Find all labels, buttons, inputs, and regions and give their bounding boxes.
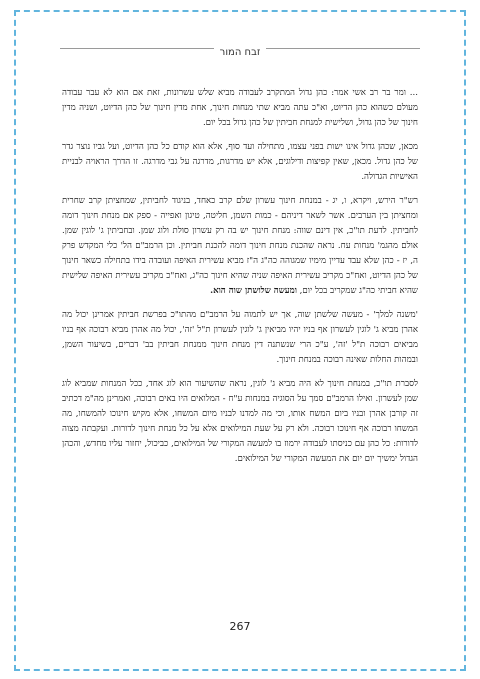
page-header [60, 40, 420, 59]
paragraph-5: לסברת תו"כ, במנחת חינוך לא היה מביא ג' לוגין, נראה שהשיעור הוא לוג אחד, ככל המנחות שמביא לוג שמן לעשרון. ואילו הרמב"ם סמך על הסוגיה במנחות ע"ח - המלואים היו באים רבוכה, ואמרינן מה"מ דכתיב זה קורבן אהרן ובניו ביום המשח אותו, וכי מה למדנו לבניו מיום המשחו, אלא מקיש חינוכו להמשחו, מה המשחו רבוכה אף חינוכו רבוכה. ולא רק על שעת המילואים אלא על כל מנחת חינוך לדורות. ועקבתה מצוה לדורות: כל כהן עם כניסתו לעבודה ירמוז בו למעשה המקורי של המילואים, כביכול, יחזור עליו מחדש, והכהן הגדול ימשיך יום יום את המעשה המקורי של המילואים. [62, 379, 418, 464]
paragraph-3 [62, 194, 418, 299]
paragraph-2: מכאן, שכהן גדול אינו ישות בפני עצמו, מתחילה ועד סוף, אלא הוא קודם כל כהן הדיוט, ועל גביו נוצר גדר של כהן גדול. מכאן, שאין קפיצות ודילוגים, אלא יש מדרגות, מדרגה על גבי מדרגה. זו הדרך הראויה לבניית האישיות הגדולה. [62, 142, 418, 182]
paragraph-3-bold-conclusion: ומעשה שלושתן שוה הוא. [210, 286, 297, 296]
paragraph-4: 'משנה למלך' - מעשה שלשתן שוה, אך יש לתמוה על הרמב"ם מהתו"כ בפרשת חביתין אמרינן יכול מה אהרן מביא ג' לוגין לעשרון אף בניו יהיו מביאין ג' לוגין לעשרון ת"ל 'זה', יכול מה אהרן מביא רבוכה אף בניו מביאים רבוכה ת"ל 'זה', ע"כ הרי שנשתנה דין מנחת חינוך ממנחת חביתין בב' דברים, בשיעור השמן, ובמהות החלות שאינה רבוכה במנחת חינוך. [62, 310, 418, 365]
paragraph-3-text: רש"ר הירש, ויקרא, ו, יג - במנחת חינוך עשרון שלם קרב כאחד, בניגוד לחביתין, שמחציתן קרב שחרית ומחציתן בין הערבים. אשר לשאר דיניהם - כמות השמן, חליטה, טיגון ואפייה - ספק אם מנחת חינוך דומה לחביתין. לדעת תו"כ, אין דינם שווה: מנחת חינוך יש בה רק עשרון סולת ולוג שמן. ובחביתין ג' לוגין שמן. אולם מהגמ' מנחות עח. נראה שהכנת מנחת חינוך דומה להכנת חביתין. וכן הרמב"ם הל' כלי המקדש פרק ה, יז - כהן שלא עבד עדיין מימיו שמגוהה כה"ג ה"ז מביא עשירית האיפה ועובדה בידו בתחילה כשאר חינוך של כהן הדיוט, ואח"כ מקריב עשירית האיפה שניה שהיא חינוך כה"ג, ואח"כ מקריב עשירית האיפה שלישית שהיא חביתי כה"ג שמקריב בכל יום, [62, 196, 418, 296]
running-header-title: זבח המור [214, 47, 267, 58]
page-number: 267 [229, 620, 251, 633]
paragraph-1: ... ומר בר רב אשי אמר: כהן גדול המתקרב לעבודה מביא שלש עשרונות, זאת אם הוא לא עבר עבודה מעולם כשהוא כהן הדיוט, וא"כ עתה מביא שתי מנחות חינוך, אחת מדין חינוך של כהן הדיוט, ושניה מדין חינוך של כהן גדול, ושלישית למנחת חביתין של כהן גדול בכל יום. [62, 88, 418, 128]
body-text [62, 86, 418, 476]
